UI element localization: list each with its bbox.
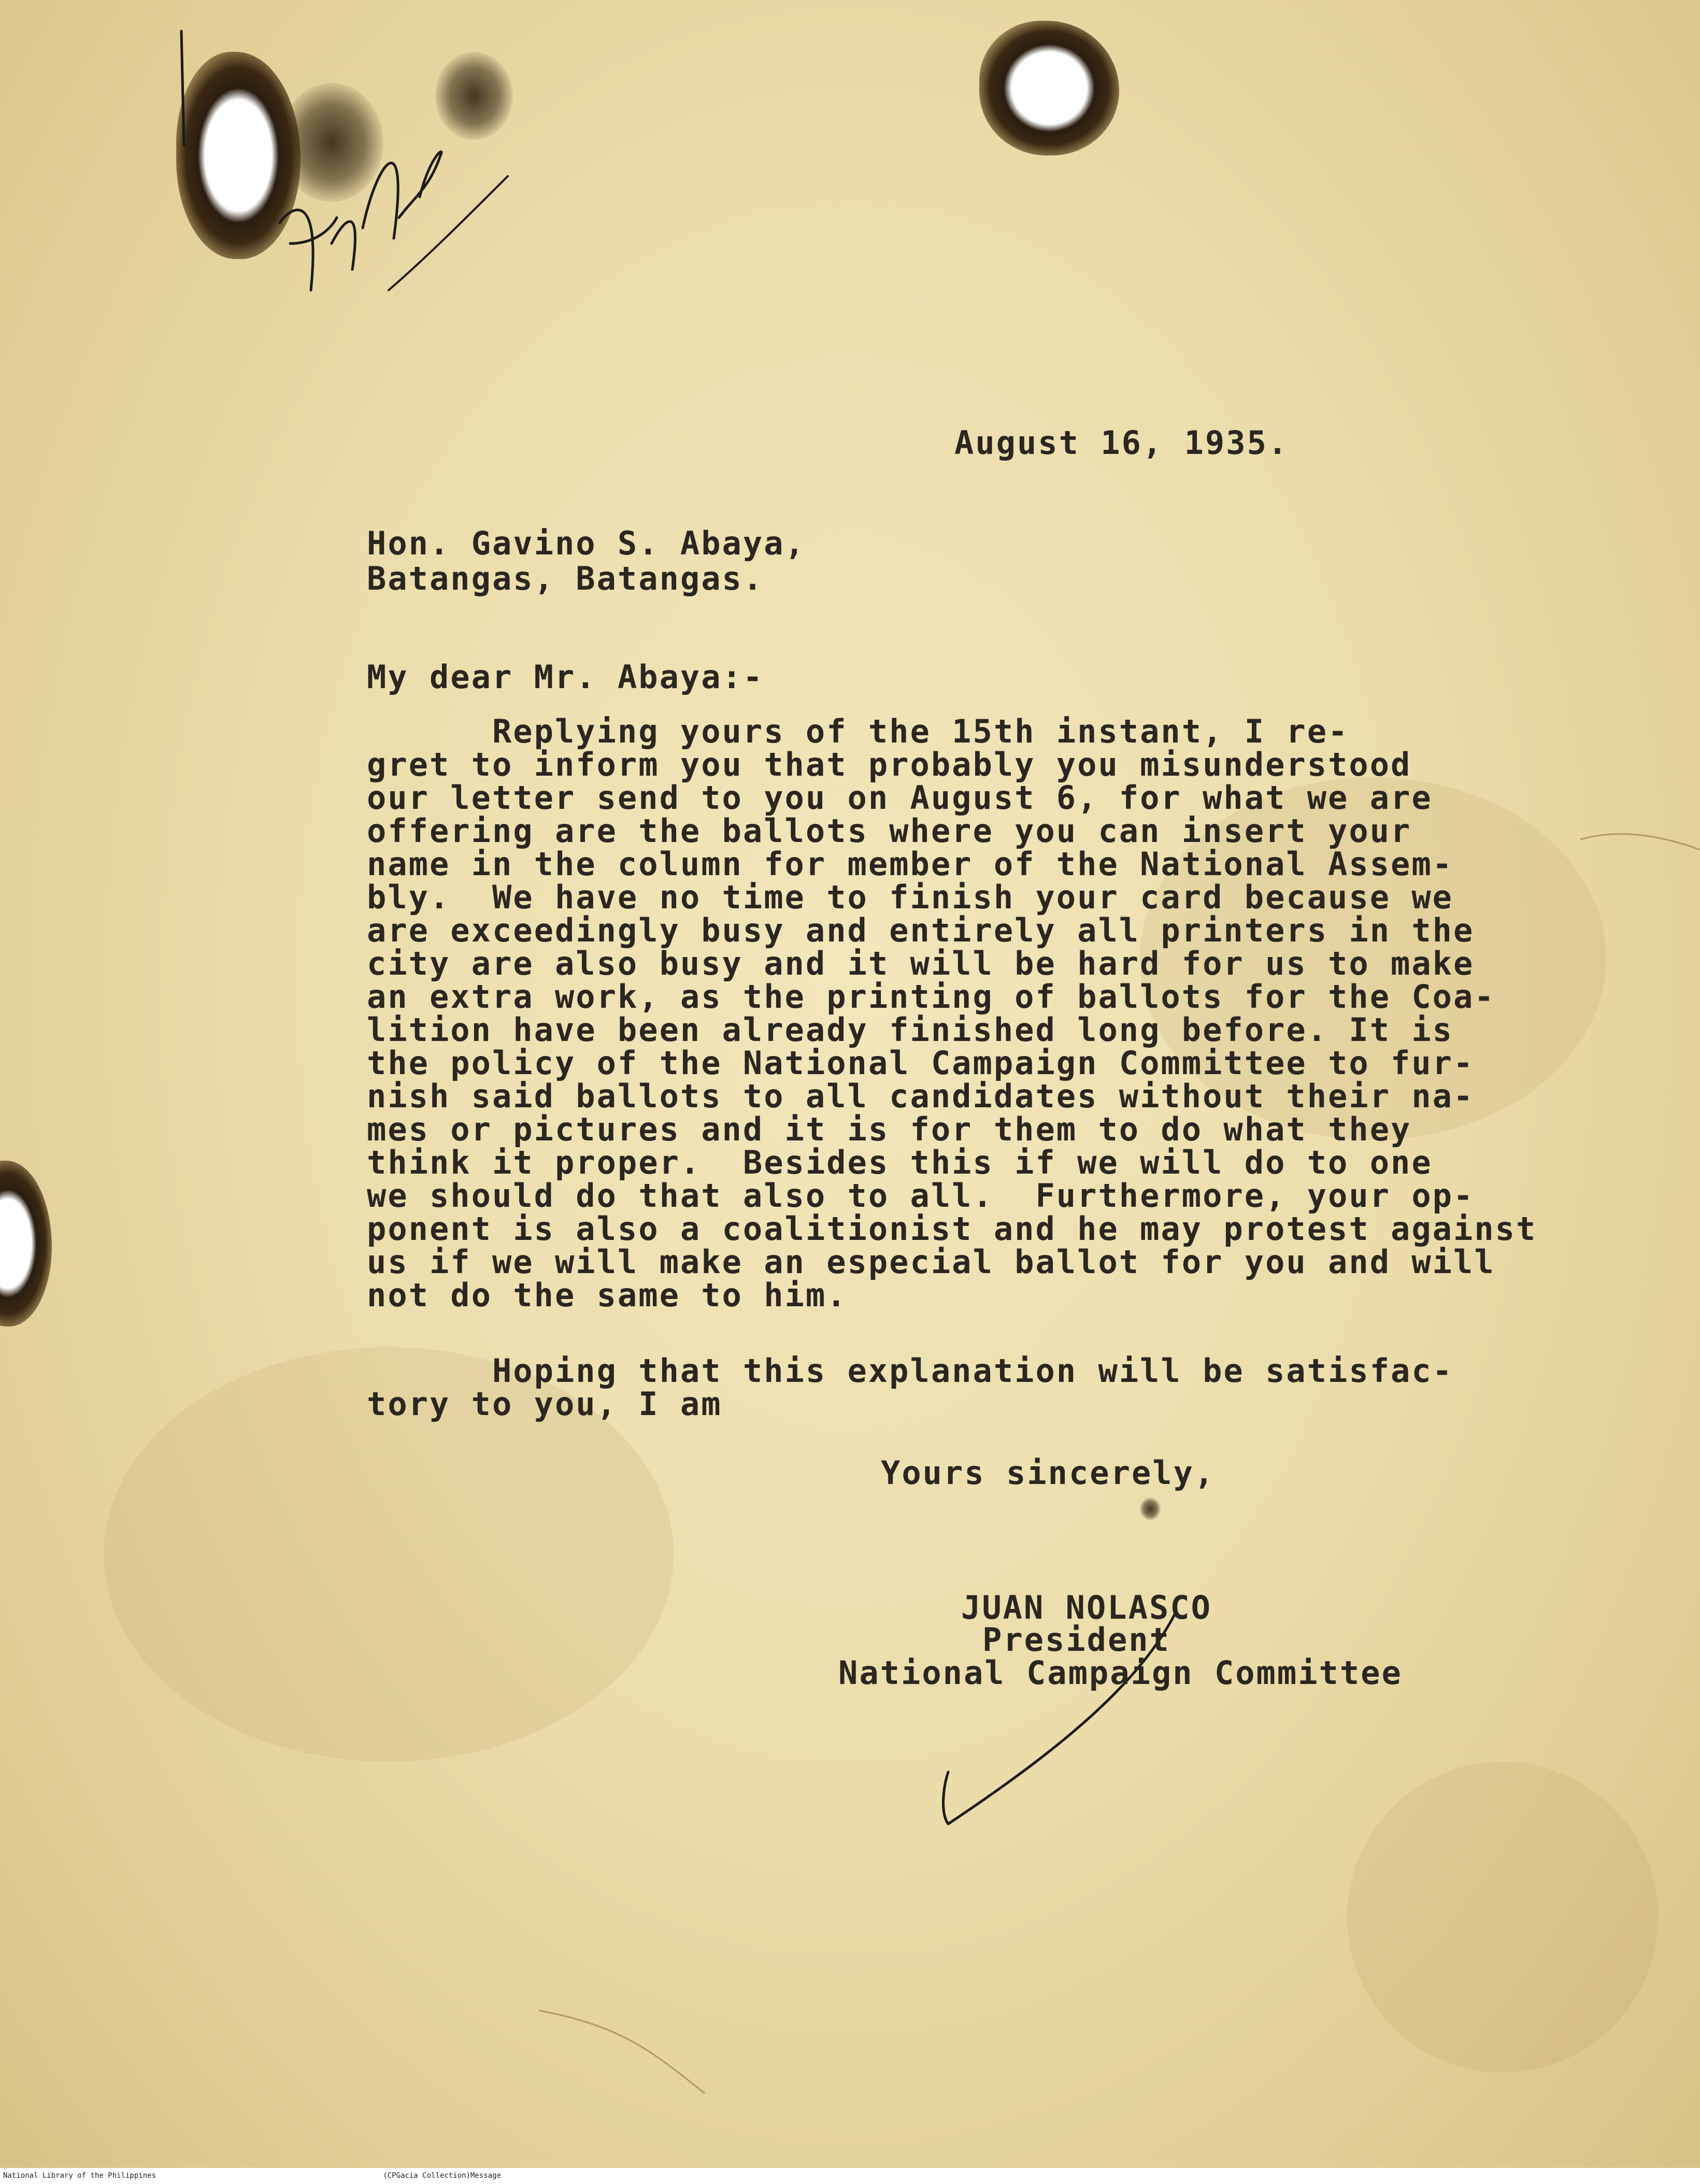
body-line: lition have been already finished long before. It is — [367, 1011, 1454, 1049]
signature-name: JUAN NOLASCO — [961, 1589, 1212, 1626]
body-line: think it proper. Besides this if we will do to one — [367, 1144, 1433, 1181]
body-line: us if we will make an especial ballot for you and will — [367, 1243, 1495, 1281]
body-line: not do the same to him. — [367, 1276, 848, 1314]
body-line: our letter send to you on August 6, for what we are — [367, 779, 1433, 817]
body-line: tory to you, I am — [367, 1385, 722, 1423]
body-line: the policy of the National Campaign Committee to fur- — [367, 1044, 1475, 1082]
letter-date: August 16, 1935. — [954, 424, 1289, 462]
body-line: name in the column for member of the National Assem- — [367, 845, 1454, 883]
body-line: we should do that also to all. Furthermore, your op- — [367, 1177, 1475, 1215]
body-line: Replying yours of the 15th instant, I re- — [367, 712, 1349, 750]
body-line: bly. We have no time to finish your card because we — [367, 878, 1454, 916]
body-line: city are also busy and it will be hard for us to make — [367, 945, 1475, 982]
letter-body-paragraph-1 — [367, 712, 1538, 1314]
body-line: nish said ballots to all candidates without their na- — [367, 1077, 1475, 1115]
body-line: an extra work, as the printing of ballots for the Coa- — [367, 978, 1495, 1016]
body-line: Hoping that this explanation will be satisfac- — [367, 1352, 1454, 1390]
body-line: mes or pictures and it is for them to do what they — [367, 1110, 1412, 1148]
handwritten-check-stroke — [389, 176, 508, 290]
salutation: My dear Mr. Abaya:- — [367, 658, 764, 696]
closing: Yours sincerely, — [881, 1454, 1216, 1492]
recipient-line-2: Batangas, Batangas. — [367, 560, 764, 597]
recipient-line-1: Hon. Gavino S. Abaya, — [367, 524, 806, 562]
body-line: ponent is also a coalitionist and he may protest against — [367, 1210, 1537, 1248]
handwritten-file-mark — [181, 31, 441, 290]
letter-body-paragraph-2 — [367, 1354, 1538, 1421]
signature-title: President — [982, 1621, 1170, 1659]
body-line: gret to inform you that probably you misunderstood — [367, 746, 1412, 783]
body-line: are exceedingly busy and entirely all printers in the — [367, 911, 1475, 949]
archive-caption: National Library of the Philippines (CPGacia Collection)Message — [0, 2168, 1700, 2184]
signature-organization: National Campaign Committee — [838, 1654, 1403, 1692]
body-line: offering are the ballots where you can insert your — [367, 812, 1412, 850]
